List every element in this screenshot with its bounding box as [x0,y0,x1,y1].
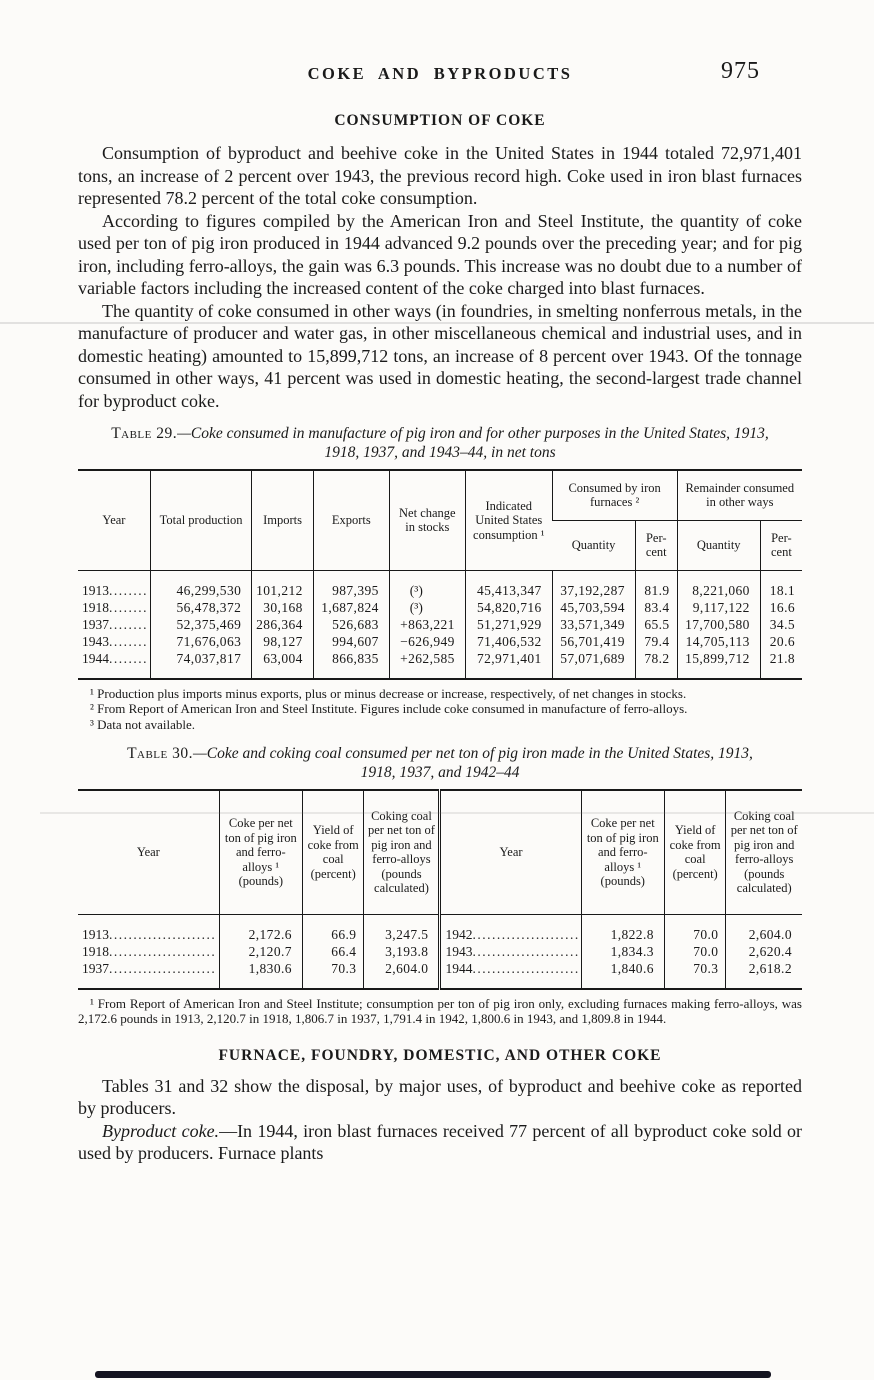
furnace-paragraphs [78,1075,802,1165]
cell: +262,585 [389,650,465,679]
cell: 1,840.6 [581,960,664,989]
col-quantity: Quantity [677,520,760,570]
cell: 81.9 [635,570,677,599]
cell: 45,703,594 [552,599,635,616]
dot-leader [109,943,217,960]
year-cell [78,633,150,650]
table29-label: Table 29. [111,425,178,442]
colgroup-consumed-iron-furnaces: Consumed by iron furnaces ² [552,470,677,520]
table30-label: Table 30. [127,745,193,762]
cell: 83.4 [635,599,677,616]
page-header [78,58,802,90]
cell: 74,037,817 [150,650,251,679]
year-value: 1937 [82,960,109,976]
cell: 866,835 [313,650,389,679]
dot-leader [109,960,217,977]
cell: 16.6 [760,599,802,616]
col-coke-per-ton: Coke per net ton of pig iron and ferro-alloys ¹ (pounds) [219,790,302,914]
year-value: 1943 [82,633,109,649]
year-value: 1918 [82,599,109,615]
cell: 65.5 [635,616,677,633]
cell: 1,822.8 [581,914,664,943]
table29-header [78,470,802,570]
cell: 54,820,716 [465,599,552,616]
cell: −626,949 [389,633,465,650]
table-row [78,633,802,650]
year-value: 1943 [445,943,473,959]
cell: 71,676,063 [150,633,251,650]
cell: 45,413,347 [465,570,552,599]
dot-leader [472,943,578,960]
cell: 8,221,060 [677,570,760,599]
dot-leader [472,960,578,977]
cell: 2,120.7 [219,943,302,960]
year-value: 1913 [82,582,109,598]
cell: 14,705,113 [677,633,760,650]
consumption-paragraphs [78,142,802,412]
col-year: Year [78,790,219,914]
col-yield: Yield of coke from coal (percent) [664,790,726,914]
year-cell [78,943,219,960]
year-cell [78,960,219,989]
scan-artifact-line [40,812,874,814]
cell: 987,395 [313,570,389,599]
col-indicated-consumption: Indicated United States consumption ¹ [465,470,552,570]
paragraph: The quantity of coke consumed in other ways (in foundries, in smelting nonferrous metals, in the manufacture of producer and water gas, in other miscellaneous chemical and industrial uses, and in domestic heating) amounted to 15,899,712 tons, an increase of 8 percent over 1943. Of the tonnage consumed in other ways, 41 percent was used in domestic heating, the second-largest trade channel for byproduct coke. [78,300,802,411]
paragraph: According to figures compiled by the American Iron and Steel Institute, the quantity of coke used per ton of pig iron produced in 1944 advanced 9.2 pounds over the preceding year; and for pig iron, including ferro-alloys, the gain was 6.3 pounds. This increase was no doubt due to a number of variable factors including the increased content of the coke charged into blast furnaces. [78,210,802,298]
table-row [78,943,802,960]
year-value: 1913 [82,926,109,942]
page-number: 975 [721,58,760,84]
table-row [78,650,802,679]
table30-title [110,744,770,782]
year-value: 1944 [445,960,473,976]
table-row [78,570,802,599]
paragraph: Tables 31 and 32 show the disposal, by major uses, of byproduct and beehive coke as reported by producers. [78,1075,802,1118]
table-row [78,960,802,989]
year-cell [78,599,150,616]
year-value: 1942 [445,926,473,942]
cell: 3,193.8 [364,943,440,960]
year-cell [78,570,150,599]
section-heading-furnace: FURNACE, FOUNDRY, DOMESTIC, AND OTHER COKE [218,1046,662,1064]
col-coke-per-ton: Coke per net ton of pig iron and ferro-alloys ¹ (pounds) [581,790,664,914]
cell: 56,478,372 [150,599,251,616]
col-imports: Imports [252,470,314,570]
col-percent: Per-cent [760,520,802,570]
cell: 2,604.0 [726,914,802,943]
cell: 37,192,287 [552,570,635,599]
cell: 9,117,122 [677,599,760,616]
table-row [78,599,802,616]
cell: 17,700,580 [677,616,760,633]
running-head: COKE AND BYPRODUCTS [307,64,573,83]
paragraph-rest: —In 1944, iron blast furnaces received 77 percent of all byproduct coke sold or used by producers. Furnace plants [78,1120,802,1163]
dot-leader [109,599,148,616]
col-coking-coal: Coking coal per net ton of pig iron and ferro-alloys (pounds calculated) [726,790,802,914]
footnote: ² From Report of American Iron and Steel Institute. Figures include coke consumed in manufacture of ferro-alloys. [90,701,688,716]
cell: 57,071,689 [552,650,635,679]
footnote: ¹ From Report of American Iron and Steel Institute; consumption per ton of pig iron only, excluding furnaces making ferro-alloys, was 2,172.6 pounds in 1913, 2,120.7 in 1918, 1,806.7 in 1937, 1,791.4 in 1942, 1,800.6 in 1943, and 1,809.8 in 1944. [78,995,802,1026]
cell: 101,212 [252,570,314,599]
cell: 20.6 [760,633,802,650]
paragraph [78,1120,802,1165]
table30-caption: —Coke and coking coal consumed per net ton of pig iron made in the United States, 1913, 1918, 1937, and 1942–44 [193,745,753,781]
cell: 70.0 [664,914,726,943]
year-cell [440,914,581,943]
dot-leader [109,633,148,650]
cell: 526,683 [313,616,389,633]
cell: 30,168 [252,599,314,616]
cell: 51,271,929 [465,616,552,633]
cell: 72,971,401 [465,650,552,679]
cell: 70.3 [664,960,726,989]
scan-artifact-line [0,322,874,324]
year-cell [440,943,581,960]
cell: 18.1 [760,570,802,599]
year-cell [78,616,150,633]
table30-header [78,790,802,914]
table29-title [110,424,770,462]
dot-leader [109,650,148,667]
table29-body [78,570,802,679]
footnote: ³ Data not available. [90,716,195,732]
col-year: Year [440,790,581,914]
cell: 63,004 [252,650,314,679]
col-quantity: Quantity [552,520,635,570]
table29-caption: —Coke consumed in manufacture of pig iron and for other purposes in the United States, 1913, 1918, 1937, and 1943–44, in net tons [177,425,769,461]
table29 [78,469,802,680]
cell: 70.3 [302,960,364,989]
cell: 1,834.3 [581,943,664,960]
col-total-production: Total production [150,470,251,570]
cell: 994,607 [313,633,389,650]
cell: 46,299,530 [150,570,251,599]
col-exports: Exports [313,470,389,570]
paragraph: Consumption of byproduct and beehive coke in the United States in 1944 totaled 72,971,401 tons, an increase of 2 percent over 1943, the previous record high. Coke used in iron blast furnaces represented 78.2 percent of the total coke consumption. [78,143,802,208]
col-year: Year [78,470,150,570]
table30 [78,789,802,990]
footnote: ¹ Production plus imports minus exports, plus or minus decrease or increase, respectively, of net changes in stocks. [90,685,687,701]
cell: 1,687,824 [313,599,389,616]
dot-leader [109,582,148,599]
cell: 2,620.4 [726,943,802,960]
cell: +863,221 [389,616,465,633]
cell: (³) [389,599,465,616]
cell: 70.0 [664,943,726,960]
cell: 34.5 [760,616,802,633]
scan-bottom-bar [95,1371,771,1378]
year-value: 1918 [82,943,109,959]
dot-leader [472,926,578,943]
cell: 52,375,469 [150,616,251,633]
table29-footnotes [78,686,802,733]
cell: 71,406,532 [465,633,552,650]
cell: 2,618.2 [726,960,802,989]
year-cell [440,960,581,989]
section-heading-consumption: CONSUMPTION OF COKE [334,112,546,129]
col-percent: Per-cent [635,520,677,570]
cell: 15,899,712 [677,650,760,679]
cell: 286,364 [252,616,314,633]
col-net-change: Net change in stocks [389,470,465,570]
col-coking-coal: Coking coal per net ton of pig iron and ferro-alloys (pounds calculated) [364,790,440,914]
cell: 2,604.0 [364,960,440,989]
cell: 78.2 [635,650,677,679]
colgroup-remainder-other-ways: Remainder consumed in other ways [677,470,802,520]
cell: (³) [389,570,465,599]
dot-leader [109,926,217,943]
cell: 33,571,349 [552,616,635,633]
cell: 3,247.5 [364,914,440,943]
table30-footnote [78,996,802,1027]
table-row [78,914,802,943]
paragraph-lead: Byproduct coke. [102,1120,220,1141]
cell: 66.4 [302,943,364,960]
cell: 66.9 [302,914,364,943]
year-cell [78,914,219,943]
table30-body [78,914,802,989]
year-value: 1944 [82,650,109,666]
dot-leader [109,616,148,633]
col-yield: Yield of coke from coal (percent) [302,790,364,914]
table-row [78,616,802,633]
cell: 2,172.6 [219,914,302,943]
year-value: 1937 [82,616,109,632]
cell: 1,830.6 [219,960,302,989]
cell: 79.4 [635,633,677,650]
year-cell [78,650,150,679]
cell: 21.8 [760,650,802,679]
cell: 56,701,419 [552,633,635,650]
cell: 98,127 [252,633,314,650]
